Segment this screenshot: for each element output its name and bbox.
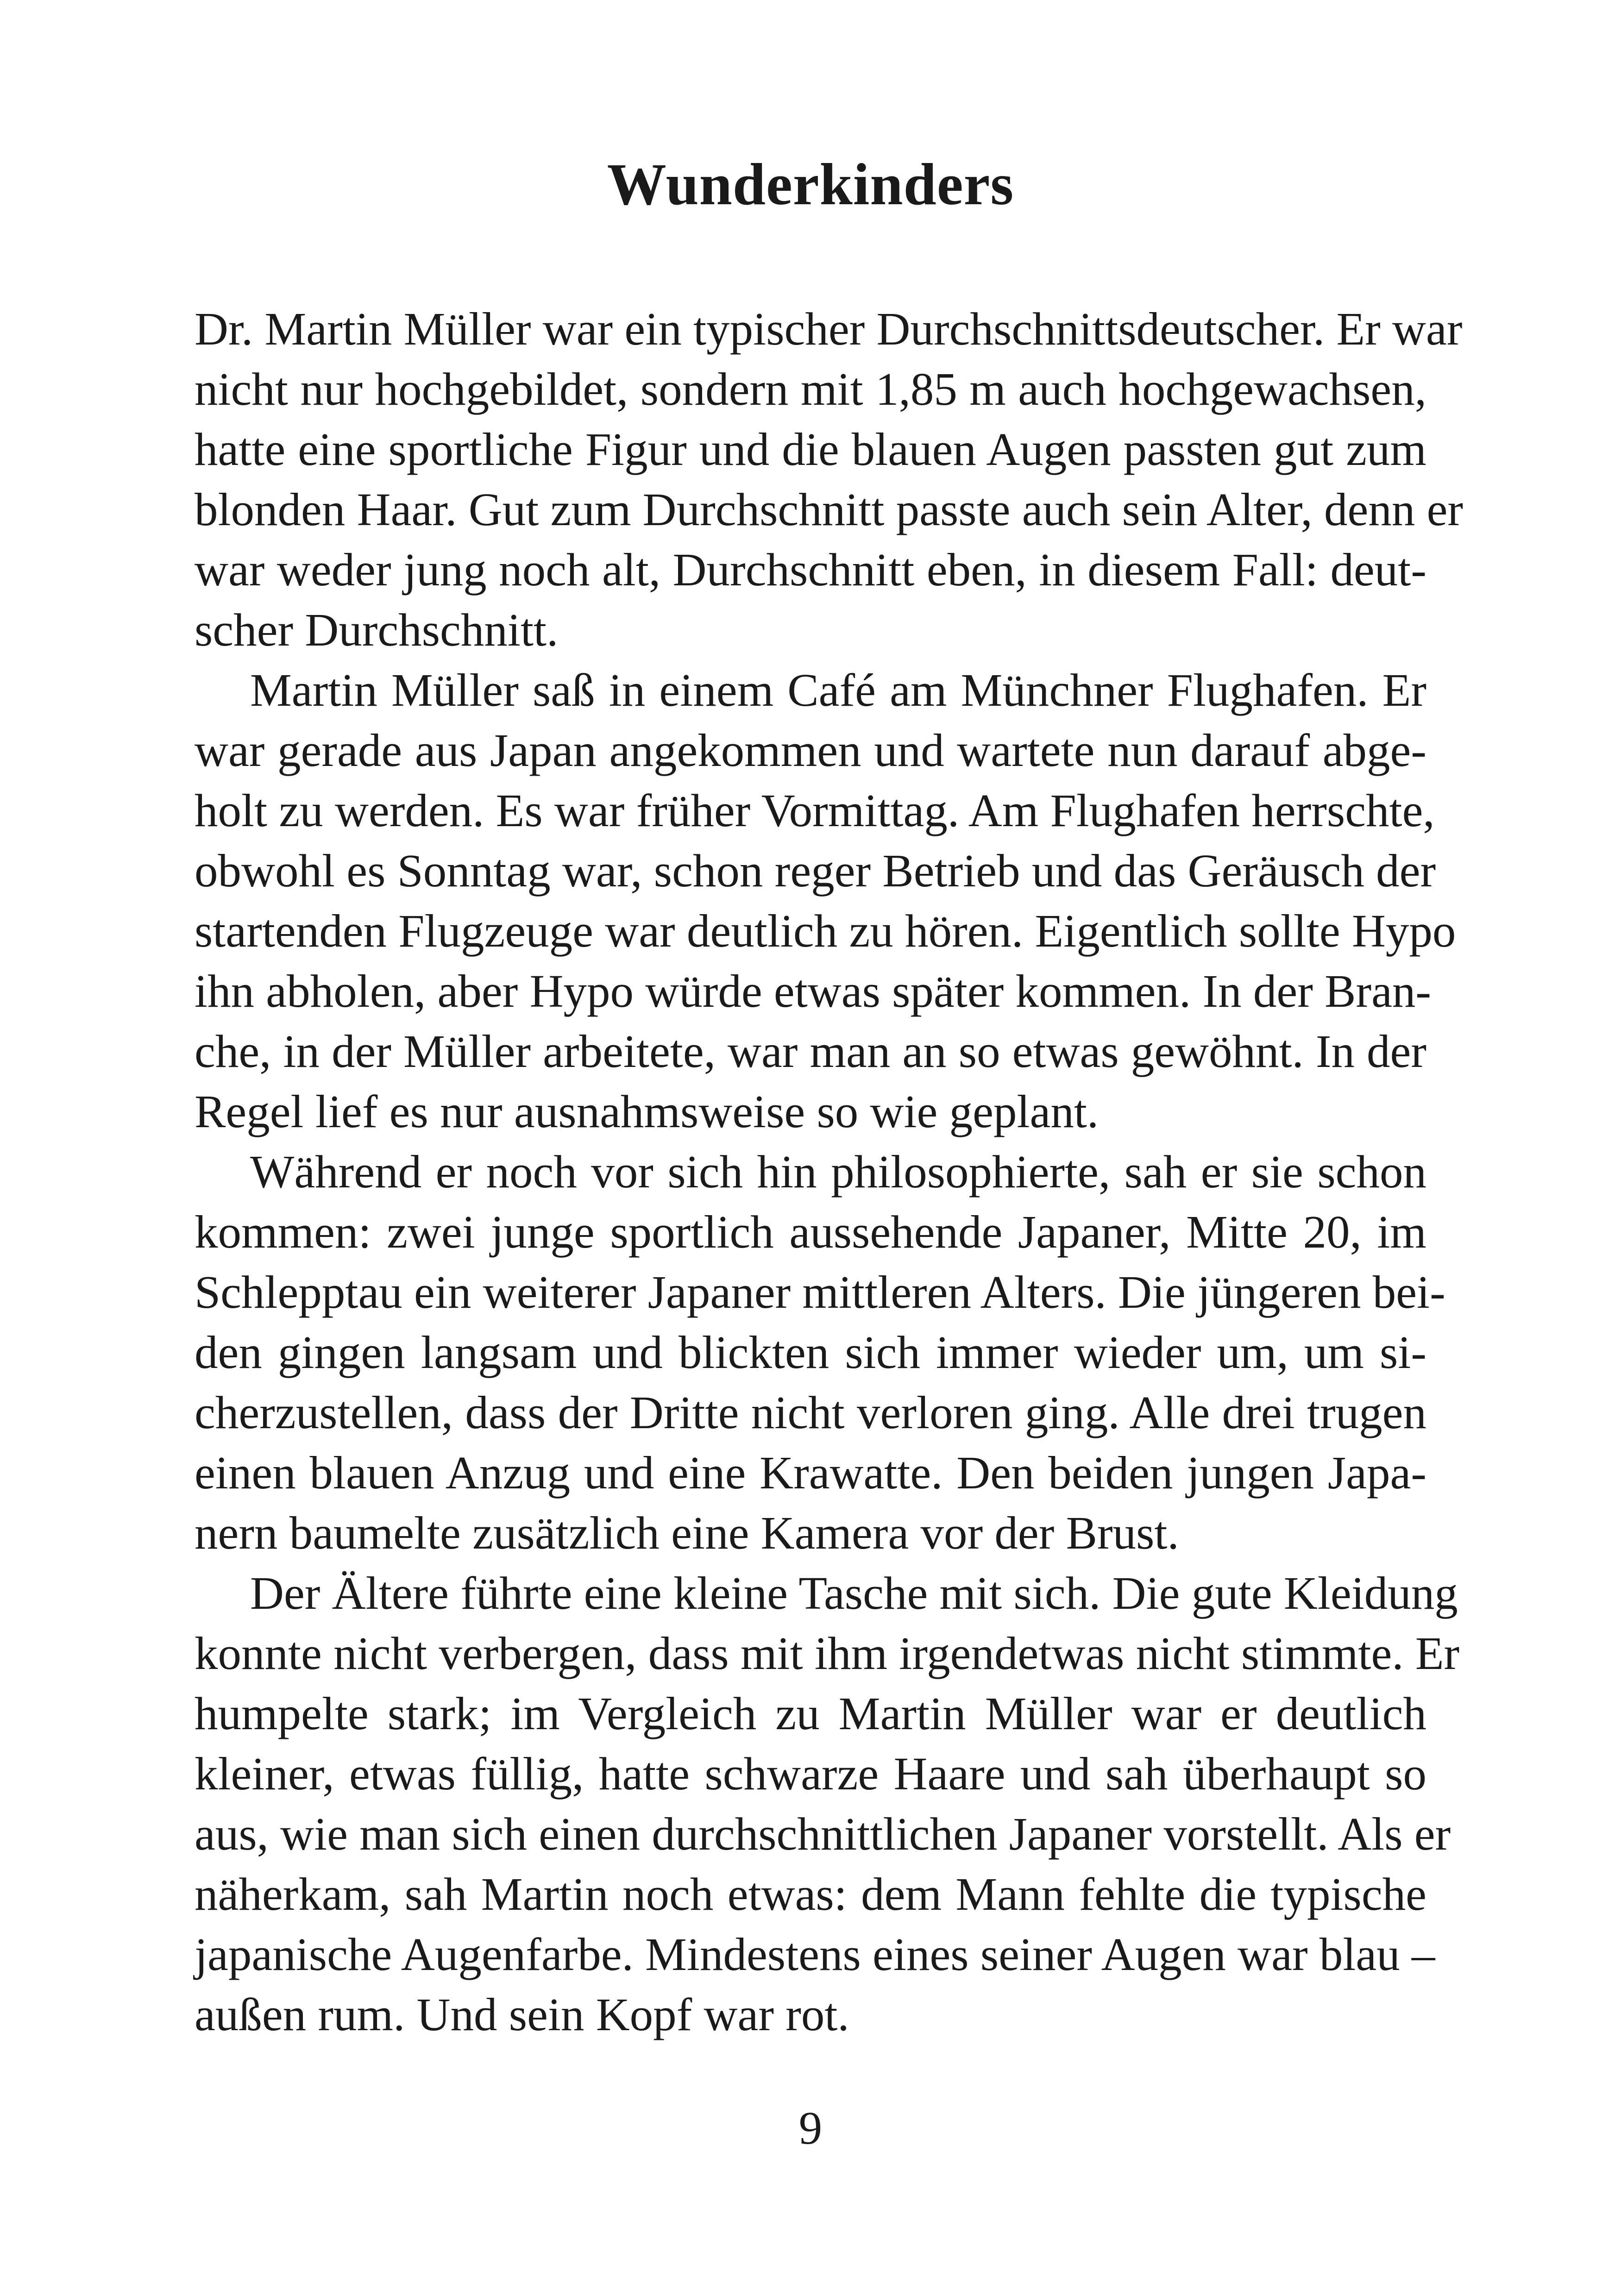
text-line: japanische Augenfarbe. Mindestens eines seiner Augen war blau –: [195, 1928, 1435, 1980]
text-line: konnte nicht verbergen, dass mit ihm irgendetwas nicht stimmte. Er: [195, 1627, 1460, 1679]
text-line: kleiner, etwas füllig, hatte schwarze Haare und sah überhaupt so: [195, 1748, 1426, 1800]
text-line: nicht nur hochgebildet, sondern mit 1,85 m auch hochgewachsen,: [195, 363, 1426, 415]
text-line: kommen: zwei junge sportlich aussehende Japaner, Mitte 20, im: [195, 1206, 1426, 1258]
text-line: hatte eine sportliche Figur und die blauen Augen passten gut zum: [195, 423, 1426, 475]
text-line: che, in der Müller arbeitete, war man an so etwas gewöhnt. In der: [195, 1025, 1426, 1077]
text-line: startenden Flugzeuge war deutlich zu hören. Eigentlich sollte Hypo: [195, 905, 1456, 957]
text-line: humpelte stark; im Vergleich zu Martin Müller war er deutlich: [195, 1687, 1426, 1739]
text-line: holt zu werden. Es war früher Vormittag. Am Flughafen herrschte,: [195, 784, 1435, 836]
chapter-title: Wunderkinders: [607, 151, 1014, 217]
text-line: aus, wie man sich einen durchschnittlichen Japaner vorstellt. Als er: [195, 1808, 1451, 1860]
text-line: war weder jung noch alt, Durchschnitt eben, in diesem Fall: deut-: [195, 544, 1426, 596]
text-line: Schlepptau ein weiterer Japaner mittleren Alters. Die jüngeren bei-: [195, 1266, 1445, 1318]
text-line: ihn abholen, aber Hypo würde etwas später kommen. In der Bran-: [195, 965, 1432, 1017]
text-line: obwohl es Sonntag war, schon reger Betrieb und das Geräusch der: [195, 845, 1436, 897]
text-line: näherkam, sah Martin noch etwas: dem Mann fehlte die typische: [195, 1868, 1426, 1920]
text-line: Während er noch vor sich hin philosophierte, sah er sie schon: [250, 1146, 1426, 1198]
page-number: 9: [798, 2102, 823, 2154]
text-line: außen rum. Und sein Kopf war rot.: [195, 1989, 849, 2040]
text-line: nern baumelte zusätzlich eine Kamera vor der Brust.: [195, 1507, 1179, 1559]
text-line: scher Durchschnitt.: [195, 604, 559, 656]
text-line: Der Ältere führte eine kleine Tasche mit sich. Die gute Kleidung: [250, 1567, 1458, 1619]
text-line: cherzustellen, dass der Dritte nicht verloren ging. Alle drei trugen: [195, 1386, 1426, 1438]
text-line: Martin Müller saß in einem Café am Münchner Flughafen. Er: [250, 664, 1426, 716]
text-line: blonden Haar. Gut zum Durchschnitt passte auch sein Alter, denn er: [195, 483, 1464, 535]
text-line: war gerade aus Japan angekommen und wartete nun darauf abge-: [195, 724, 1426, 776]
text-line: den gingen langsam und blickten sich immer wieder um, um si-: [195, 1326, 1426, 1378]
text-line: einen blauen Anzug und eine Krawatte. Den beiden jungen Japa-: [195, 1447, 1426, 1499]
text-line: Dr. Martin Müller war ein typischer Durchschnittsdeutscher. Er war: [195, 303, 1463, 355]
text-line: Regel lief es nur ausnahmsweise so wie geplant.: [195, 1085, 1099, 1137]
